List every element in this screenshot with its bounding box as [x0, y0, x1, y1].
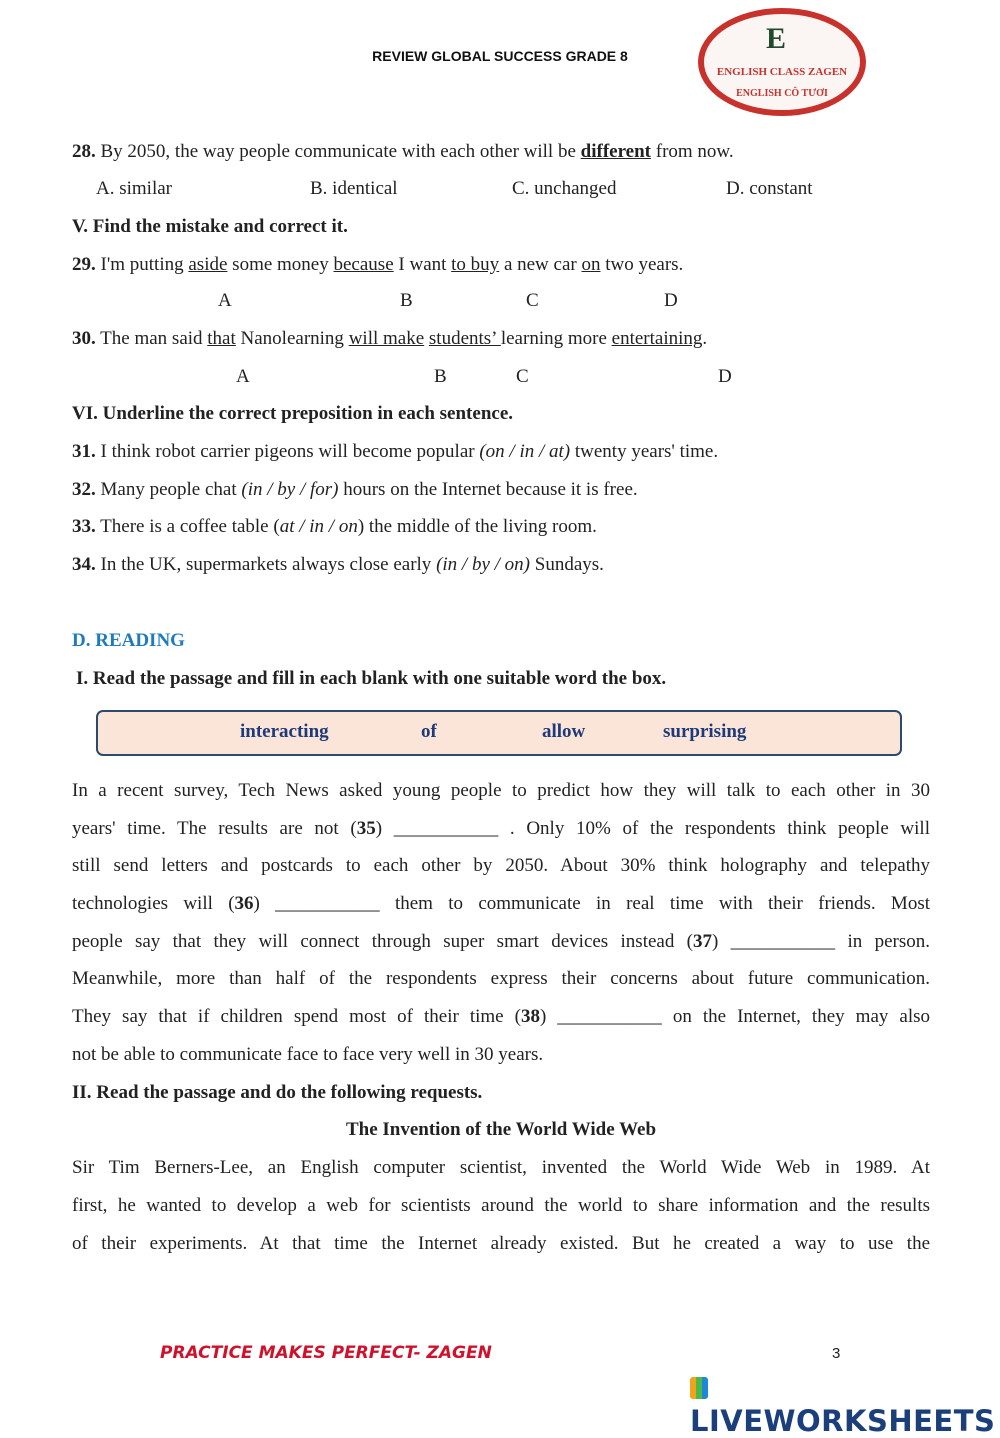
question-28-options — [72, 177, 930, 201]
passage-1-line: In a recent survey, Tech News asked young people to predict how they will talk to each other in 30 — [72, 780, 930, 801]
option-c[interactable]: C. unchanged — [512, 178, 617, 199]
passage-1-line: not be able to communicate face to face very well in 30 years. — [72, 1044, 544, 1065]
preposition-choices[interactable]: (in / by / on) — [436, 554, 530, 575]
blank-35[interactable]: ) ___________ . Only 10% of the respondents think people will — [375, 818, 930, 839]
question-28: 28. By 2050, the way people communicate with each other will be different from now. — [72, 141, 734, 162]
question-29: 29. I'm putting aside some money because I want to buy a new car on two years. — [72, 254, 684, 275]
passage-1-line: still send letters and postcards to each other by 2050. About 30% think holography and telepathy — [72, 855, 930, 876]
question-34: 34. In the UK, supermarkets always close early (in / by / on) Sundays. — [72, 554, 604, 575]
word-box — [96, 710, 902, 756]
word-box-item[interactable]: of — [421, 721, 437, 742]
page-number: 3 — [832, 1345, 841, 1362]
reading-part-1-title: I. Read the passage and fill in each blank with one suitable word the box. — [76, 668, 667, 689]
passage-1-line: years' time. The results are not (35) ___________ . Only 10% of the respondents think people will — [72, 818, 930, 839]
question-29-letters: A B C D — [218, 290, 678, 311]
footer-slogan: PRACTICE MAKES PERFECT- ZAGEN — [160, 1343, 492, 1363]
liveworksheets-logo-icon — [690, 1377, 708, 1399]
preposition-choices[interactable]: at / in / on — [279, 516, 358, 537]
blank-38[interactable]: ) ___________ on the Internet, they may also — [539, 1006, 930, 1027]
preposition-choices[interactable]: (on / in / at) — [479, 441, 571, 462]
question-31: 31. I think robot carrier pigeons will become popular (on / in / at) twenty years' time. — [72, 441, 719, 462]
preposition-choices[interactable]: (in / by / for) — [241, 479, 339, 500]
logo-emblem-icon: E — [766, 22, 787, 55]
word-box-item[interactable]: interacting — [240, 721, 329, 742]
word-box-item[interactable]: surprising — [663, 721, 747, 742]
section-6-title: VI. Underline the correct preposition in each sentence. — [72, 403, 513, 424]
passage-2-line: first, he wanted to develop a web for scientists around the world to share information and the results — [72, 1195, 930, 1216]
passage-1-line: Meanwhile, more than half of the respondents express their concerns about future communication. — [72, 968, 930, 989]
question-32: 32. Many people chat (in / by / for) hours on the Internet because it is free. — [72, 479, 638, 500]
reading-section-title: D. READING — [72, 630, 185, 651]
option-a[interactable]: A. similar — [96, 178, 172, 199]
logo-line-2: ENGLISH CÔ TƯƠI — [736, 88, 828, 99]
school-logo — [698, 8, 866, 116]
question-33: 33. There is a coffee table (at / in / on) the middle of the living room. — [72, 516, 597, 537]
question-30: 30. The man said that Nanolearning will make students’ learning more entertaining. — [72, 328, 708, 349]
liveworksheets-brand[interactable]: LIVEWORKSHEETS — [690, 1370, 1000, 1438]
reading-part-2-title: II. Read the passage and do the following requests. — [72, 1082, 483, 1103]
passage-1-line: They say that if children spend most of their time (38) ___________ on the Internet, they may also — [72, 1006, 930, 1027]
passage-1-line: technologies will (36) ___________ them to communicate in real time with their friends. Most — [72, 893, 931, 914]
page-header-title: REVIEW GLOBAL SUCCESS GRADE 8 — [372, 48, 628, 64]
option-b[interactable]: B. identical — [310, 178, 398, 199]
blank-36[interactable]: ) ___________ them to communicate in real time with their friends. Most — [253, 893, 931, 914]
passage-1-line: people say that they will connect through super smart devices instead (37) ___________ in person. — [72, 931, 930, 952]
blank-37[interactable]: ) ___________ in person. — [712, 931, 930, 952]
passage-2-line: of their experiments. At that time the Internet already existed. But he created a way to use the — [72, 1233, 930, 1254]
word-box-item[interactable]: allow — [542, 721, 586, 742]
passage-2-line: Sir Tim Berners-Lee, an English computer scientist, invented the World Wide Web in 1989. At — [72, 1157, 930, 1178]
key-word: different — [580, 141, 651, 162]
passage-2-title: The Invention of the World Wide Web — [345, 1119, 657, 1140]
option-d[interactable]: D. constant — [726, 178, 813, 199]
question-30-letters: A B C D — [236, 366, 732, 387]
logo-line-1: ENGLISH CLASS ZAGEN — [716, 66, 848, 78]
section-5-title: V. Find the mistake and correct it. — [72, 216, 348, 237]
